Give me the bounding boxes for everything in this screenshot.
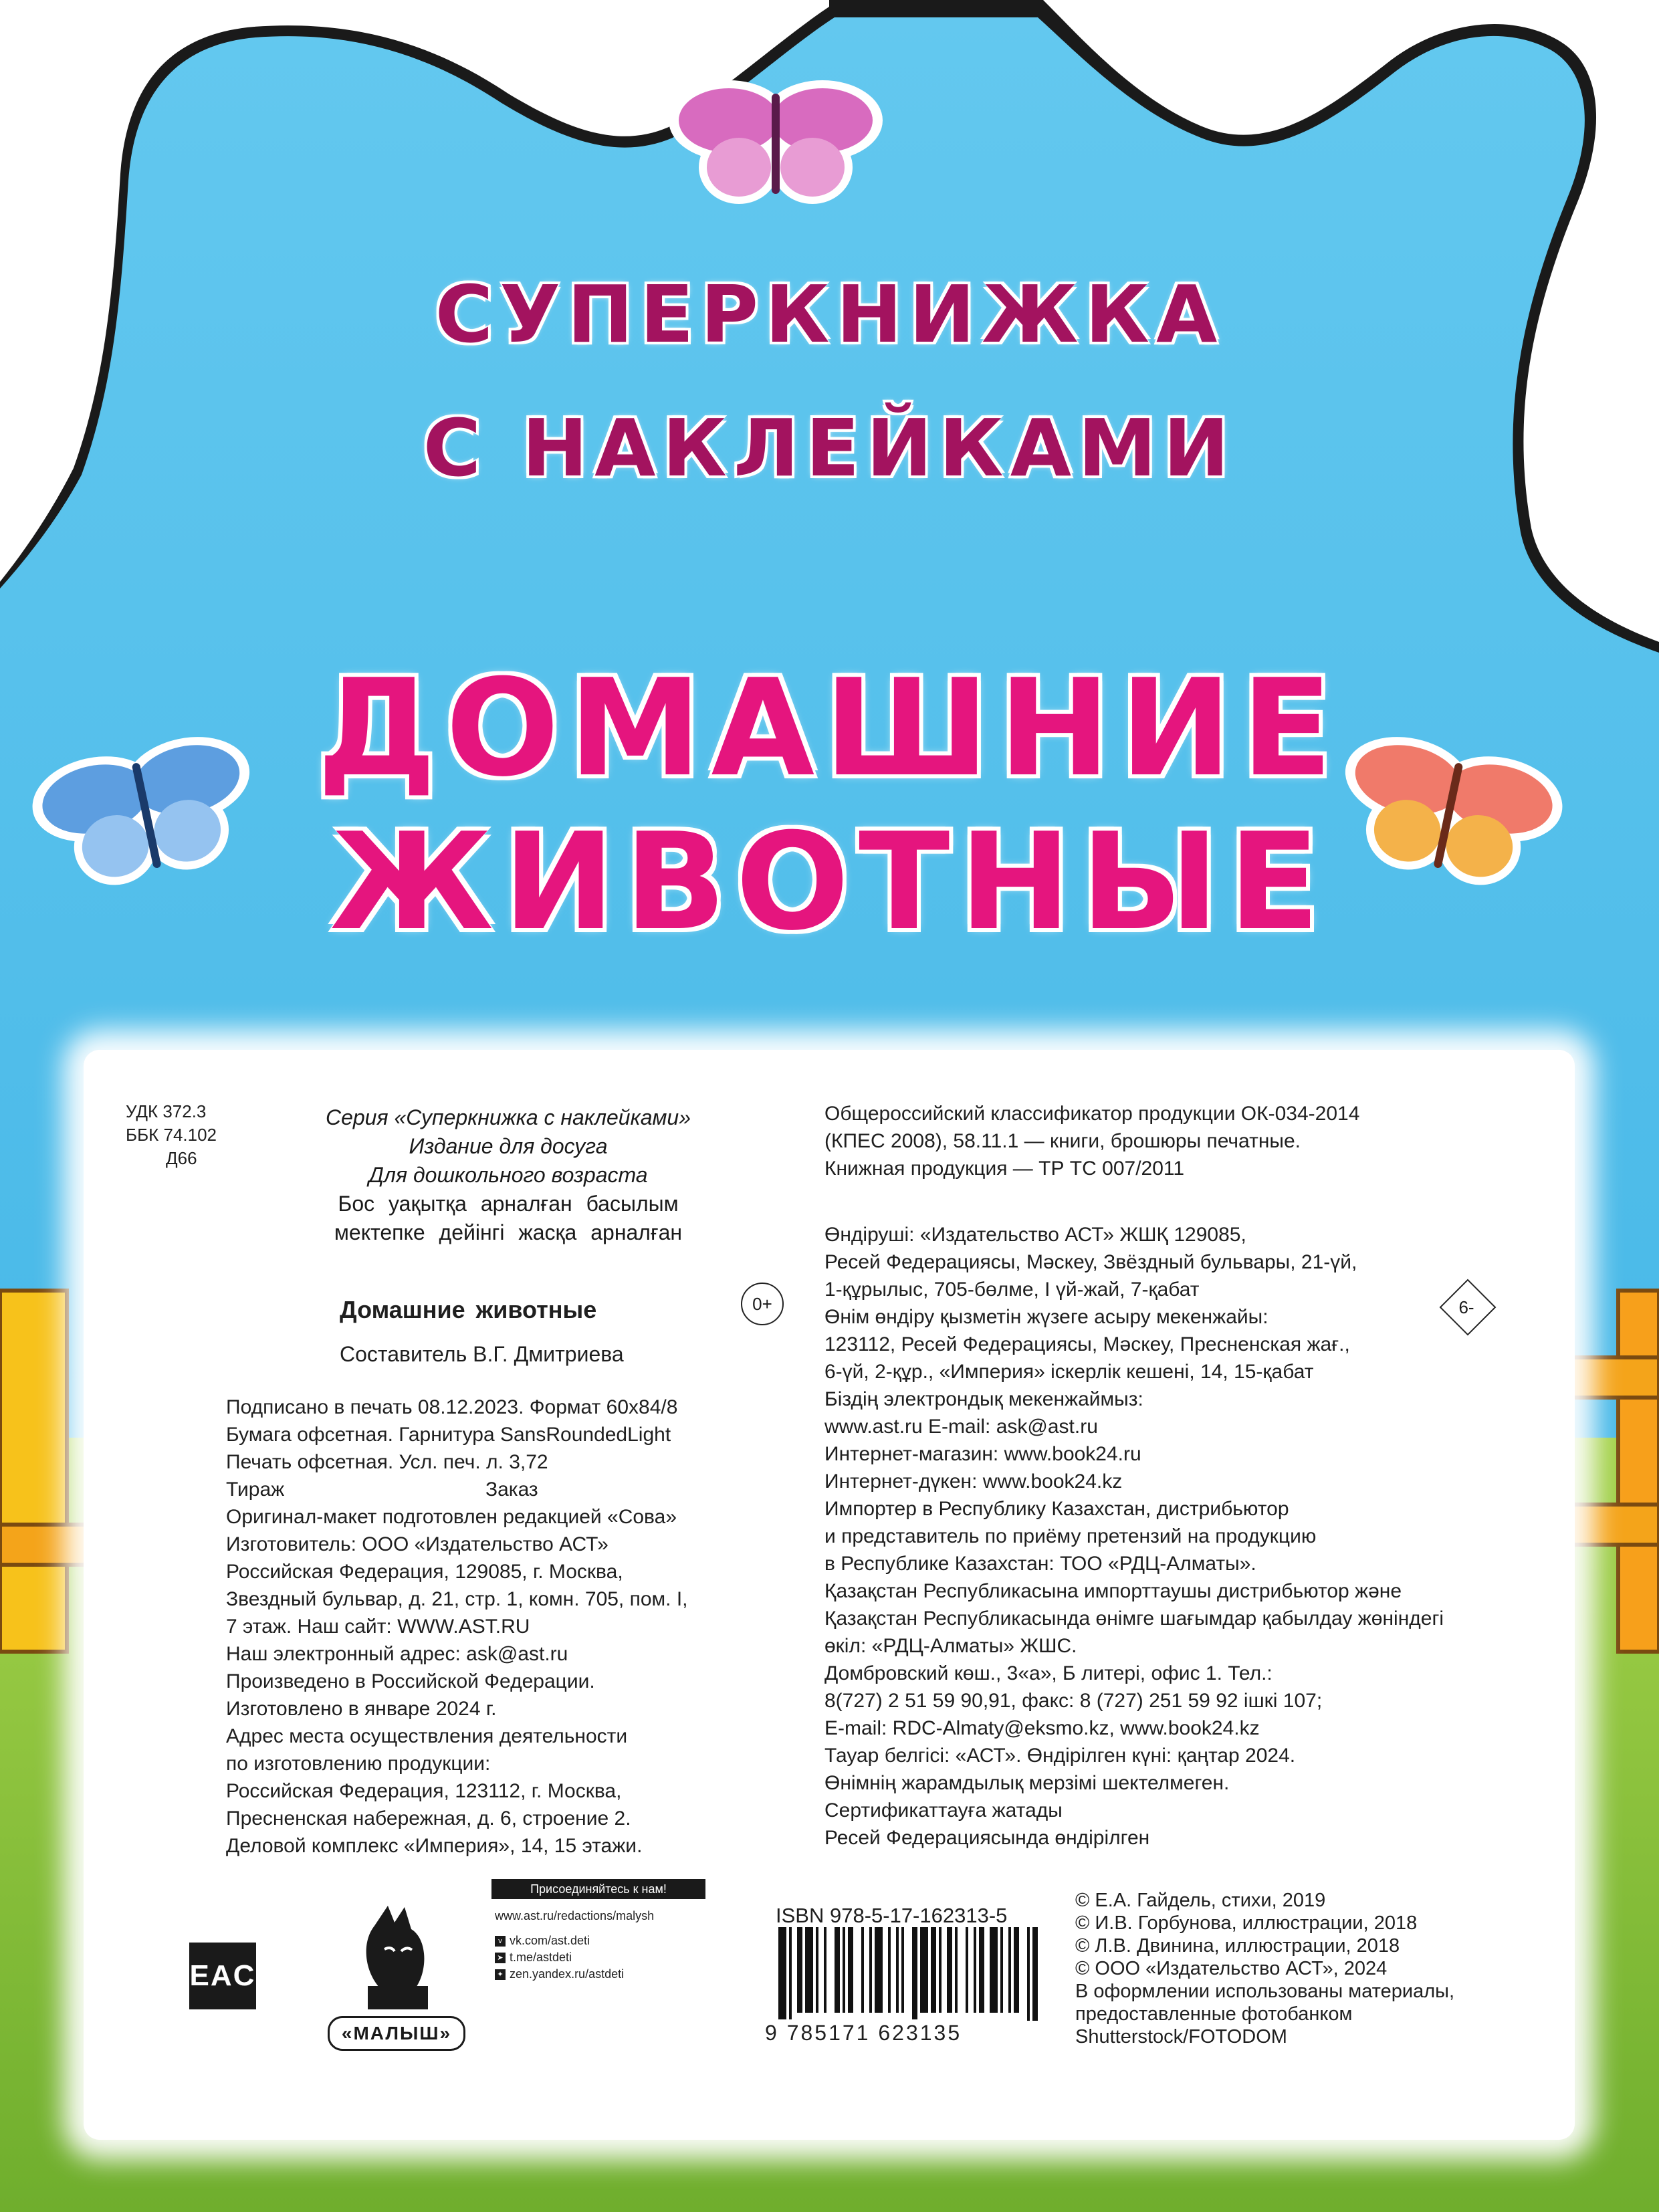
series-info-line: мектепке дейінгі жасқа арналған (334, 1220, 683, 1244)
barcode-bar (875, 1927, 883, 2013)
barcode-bar (1000, 1927, 1003, 2013)
telegram-icon: ➤ (495, 1953, 506, 1963)
imprint-line: Российская Федерация, 129085, г. Москва, (226, 1561, 623, 1583)
barcode-digits: 9 785171 623135 (762, 2019, 964, 2047)
imprint-line: по изготовлению продукции: (226, 1753, 491, 1775)
book-title-line1: ДОМАШНИЕ (317, 651, 1342, 806)
zakaz-label: Заказ (485, 1478, 538, 1501)
author-code: Д66 (166, 1148, 197, 1168)
classifier-line: Книжная продукция — ТР ТС 007/2011 (824, 1157, 1185, 1180)
kz-info-line: www.ast.ru E-mail: ask@ast.ru (824, 1416, 1098, 1438)
eac-mark-label: EAC (189, 1959, 256, 1992)
barcode-bar (912, 1927, 917, 2021)
imprint-line: Деловой комплекс «Империя», 14, 15 этажи. (226, 1835, 643, 1857)
series-info-line: Бос уақытқа арналған басылым (338, 1192, 679, 1216)
kz-info-line: 8(727) 2 51 59 90,91, факс: 8 (727) 251 59 92 ішкі 107; (824, 1690, 1323, 1712)
barcode-bar (947, 1927, 952, 2013)
imprint-line: Наш электронный адрес: ask@ast.ru (226, 1643, 568, 1665)
barcode-bar (974, 1927, 976, 2013)
age-rating-badge: 0+ (741, 1283, 784, 1325)
kz-info-line: Қазақстан Республикасында өнімге шағымдар қабылдау жөніндегі (824, 1608, 1444, 1630)
imprint-line: 7 этаж. Наш сайт: WWW.AST.RU (226, 1616, 530, 1638)
kz-info-line: Ресей Федерациясы, Мәскеу, Звёздный бульвары, 21-үй, (824, 1251, 1357, 1273)
copyright-line: © ООО «Издательство АСТ», 2024 (1075, 1958, 1388, 1979)
barcode-bar (797, 1927, 802, 2013)
kz-info-line: Біздің электрондық мекенжаймыз: (824, 1388, 1143, 1410)
book-title-line2: ЖИВОТНЫЕ (330, 804, 1329, 960)
series-info-block (267, 1103, 749, 1247)
cat-logo-icon (328, 1899, 461, 2013)
barcode-bar (931, 1927, 936, 2013)
classifier-line: (КПЕС 2008), 58.11.1 — книги, брошюры печатные. (824, 1130, 1301, 1152)
imprint-line: Адрес места осуществления деятельности (226, 1725, 628, 1747)
barcode-bar (896, 1927, 899, 2013)
kz-info-line: Тауар белгісі: «АСТ». Өндірілген күні: қаңтар 2024. (824, 1745, 1296, 1767)
imprint-line: Пресненская набережная, д. 6, строение 2. (226, 1807, 631, 1830)
bbk-code: ББК 74.102 (126, 1125, 217, 1145)
publisher-logo-label: «МАЛЫШ» (328, 2016, 465, 2051)
kz-info-line: Импортер в Республику Казахстан, дистрибьютор (824, 1498, 1289, 1520)
imprint-line: Произведено в Российской Федерации. (226, 1670, 595, 1692)
kz-info-line: Сертификаттауға жатады (824, 1799, 1063, 1821)
barcode (776, 1927, 1043, 2021)
kz-info-line: Қазақстан Республикасына импорттаушы дистрибьютор және (824, 1580, 1402, 1602)
series-title-line2: С НАКЛЕЙКАМИ (423, 402, 1236, 494)
kz-info-line: өкіл: «РДЦ-Алматы» ЖШС. (824, 1635, 1077, 1657)
barcode-bar (835, 1927, 840, 2013)
kz-info-line: Интернет-магазин: www.book24.ru (824, 1443, 1141, 1465)
imprint-book-title: Домашние животные (340, 1296, 597, 1323)
copyright-line: Shutterstock/FOTODOM (1075, 2026, 1287, 2048)
copyright-line: © Л.В. Двинина, иллюстрации, 2018 (1075, 1935, 1400, 1957)
kz-info-line: 6-үй, 2-құр., «Империя» іскерлік кешені, 14, 15-қабат (824, 1361, 1314, 1383)
imprint-left-column (226, 1394, 688, 1860)
classifier-line: Общероссийский классификатор продукции ОК-034-2014 (824, 1103, 1360, 1125)
series-info-line: Издание для досуга (409, 1134, 608, 1158)
kz-info-line: в Республике Казахстан: ТОО «РДЦ-Алматы». (824, 1553, 1256, 1575)
copyright-line: © Е.А. Гайдель, стихи, 2019 (1075, 1890, 1326, 1911)
barcode-bar (901, 1927, 904, 2013)
kz-info-line: Өндіруші: «Издательство АСТ» ЖШҚ 129085, (824, 1224, 1246, 1246)
imprint-line: Бумага офсетная. Гарнитура SansRoundedLight (226, 1424, 671, 1446)
join-us-banner: Присоединяйтесь к нам! (491, 1879, 705, 1899)
publisher-logo (328, 1899, 461, 2053)
series-info-line: Для дошкольного возраста (368, 1163, 648, 1187)
barcode-bar (1014, 1927, 1019, 2013)
kz-info-line: Ресей Федерациясында өндірілген (824, 1827, 1150, 1849)
zen-icon: ✦ (495, 1969, 506, 1980)
kz-info-line: 1-құрылыс, 705-бөлме, I үй-жай, 7-қабат (824, 1279, 1200, 1301)
kz-info-line: Домбровский көш., 3«а», Б литері, офис 1. Тел.: (824, 1662, 1273, 1684)
udk-code: УДК 372.3 (126, 1101, 207, 1121)
barcode-bar (848, 1927, 853, 2013)
copyright-line: В оформлении использованы материалы, (1075, 1981, 1455, 2002)
vk-link-label: vk.com/ast.deti (510, 1934, 590, 1947)
barcode-bar (778, 1927, 786, 2021)
barcode-bar (816, 1927, 818, 2013)
barcode-bar (955, 1927, 958, 2013)
telegram-link[interactable] (495, 1949, 572, 1965)
kz-info-line: Өнімнің жарамдылық мерзімі шектелмеген. (824, 1772, 1230, 1794)
imprint-line: Оригинал-макет подготовлен редакцией «Сова» (226, 1506, 677, 1528)
telegram-link-label: t.me/astdeti (510, 1951, 572, 1964)
barcode-bar (990, 1927, 998, 2013)
print-run-row (226, 1476, 688, 1503)
barcode-bar (966, 1927, 968, 2013)
kz-info-line: Интернет-дүкен: www.book24.kz (824, 1470, 1123, 1492)
barcode-bar (1027, 1927, 1030, 2021)
imprint-line: Изготовитель: ООО «Издательство АСТ» (226, 1533, 609, 1555)
barcode-bar (979, 1927, 984, 2013)
barcode-bar (869, 1927, 872, 2013)
zen-link[interactable] (495, 1966, 624, 1982)
kz-age-rating: 6- (1458, 1297, 1474, 1317)
barcode-bar (939, 1927, 942, 2013)
imprint-line: Печать офсетная. Усл. печ. л. 3,72 (226, 1451, 548, 1473)
copyright-line: предоставленные фотобанком (1075, 2003, 1353, 2025)
barcode-bar (824, 1927, 826, 2013)
barcode-bar (861, 1927, 864, 2013)
imprint-line: Звездный бульвар, д. 21, стр. 1, комн. 705, пом. I, (226, 1588, 688, 1610)
series-info-line: Серия «Суперкнижка с наклейками» (325, 1105, 691, 1129)
series-title-line1: СУПЕРКНИЖКА (435, 268, 1224, 360)
kz-info-line: 123112, Ресей Федерациясы, Мәскеу, Пресненская жағ., (824, 1333, 1350, 1355)
barcode-bar (920, 1927, 928, 2013)
copyright-block (1075, 1889, 1454, 2048)
imprint-line: Подписано в печать 08.12.2023. Формат 60x84/8 (226, 1396, 678, 1418)
isbn-label: ISBN 978-5-17-162313-5 (776, 1904, 1008, 1927)
barcode-bar (1008, 1927, 1011, 2013)
imprint-line: Изготовлено в январе 2024 г. (226, 1698, 497, 1720)
tirazh-label: Тираж (226, 1478, 285, 1501)
kz-info-block (824, 1221, 1444, 1852)
vk-icon: v (495, 1936, 506, 1947)
website-link[interactable]: www.ast.ru/redactions/malysh (495, 1909, 655, 1922)
imprint-line: Российская Федерация, 123112, г. Москва, (226, 1780, 622, 1802)
barcode-bar (843, 1927, 845, 2013)
barcode-bar (789, 1927, 792, 2021)
compiler: Составитель В.Г. Дмитриева (340, 1342, 624, 1366)
barcode-bar (805, 1927, 813, 2013)
kz-info-line: и представитель по приёму претензий на продукцию (824, 1525, 1317, 1547)
eac-mark (189, 1943, 256, 2009)
zen-link-label: zen.yandex.ru/astdeti (510, 1967, 625, 1981)
vk-link[interactable] (495, 1932, 590, 1949)
kz-info-line: E-mail: RDC-Almaty@eksmo.kz, www.book24.kz (824, 1717, 1260, 1739)
barcode-bar (1032, 1927, 1038, 2021)
kz-info-line: Өнім өндіру қызметін жүзеге асыру мекенжайы: (824, 1306, 1268, 1328)
barcode-bar (888, 1927, 891, 2013)
classifier-block (824, 1100, 1359, 1182)
copyright-line: © И.В. Горбунова, иллюстрации, 2018 (1075, 1912, 1418, 1934)
